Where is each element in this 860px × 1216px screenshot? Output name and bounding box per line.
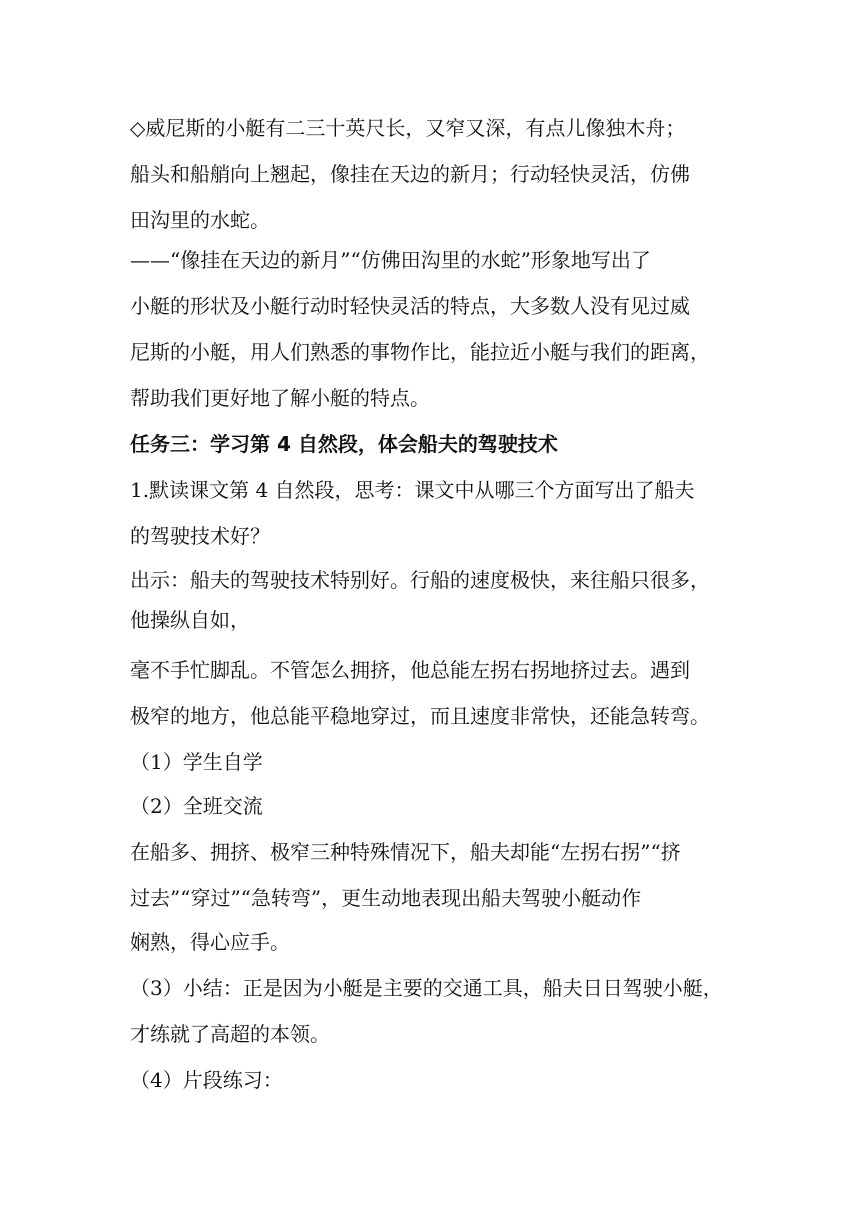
text-line: 在船多、拥挤、极窄三种特殊情况下，船夫却能“左拐右拐”“挤	[130, 840, 681, 864]
text-line: 过去”“穿过”“急转弯”，更生动地表现出船夫驾驶小艇动作	[130, 886, 642, 910]
text-line: 毫不手忙脚乱。不管怎么拥挤，他总能左拐右拐地挤过去。遇到	[130, 658, 690, 682]
text-line: ◇威尼斯的小艇有二三十英尺长，又窄又深，有点儿像独木舟；	[130, 116, 686, 140]
text-line: 1.默读课文第 4 自然段，思考：课文中从哪三个方面写出了船夫	[130, 478, 695, 502]
text-line: （3）小结：正是因为小艇是主要的交通工具，船夫日日驾驶小艇，	[130, 976, 723, 1000]
section-heading: 任务三：学习第 4 自然段，体会船夫的驾驶技术	[130, 432, 558, 456]
text-line: 才练就了高超的本领。	[130, 1022, 330, 1046]
text-line: 田沟里的水蛇。	[130, 208, 270, 232]
text-line: 他操纵自如，	[130, 608, 250, 632]
text-line: 小艇的形状及小艇行动时轻快灵活的特点，大多数人没有见过威	[130, 294, 690, 318]
text-line: ——“像挂在天边的新月”“仿佛田沟里的水蛇”形象地写出了	[130, 248, 651, 272]
text-line: 极窄的地方，他总能平稳地穿过，而且速度非常快，还能急转弯。	[130, 704, 710, 728]
text-line: （1）学生自学	[130, 750, 263, 774]
text-line: （4）片段练习：	[130, 1068, 283, 1092]
text-line: 出示：船夫的驾驶技术特别好。行船的速度极快，来往船只很多，	[130, 568, 710, 592]
text-line: 的驾驶技术好？	[130, 524, 270, 548]
text-line: 尼斯的小艇，用人们熟悉的事物作比，能拉近小艇与我们的距离，	[130, 340, 710, 364]
text-line: 娴熟，得心应手。	[130, 930, 290, 954]
text-line: （2）全班交流	[130, 794, 263, 818]
text-line: 帮助我们更好地了解小艇的特点。	[130, 386, 430, 410]
text-line: 船头和船艄向上翘起，像挂在天边的新月；行动轻快灵活，仿佛	[130, 162, 690, 186]
